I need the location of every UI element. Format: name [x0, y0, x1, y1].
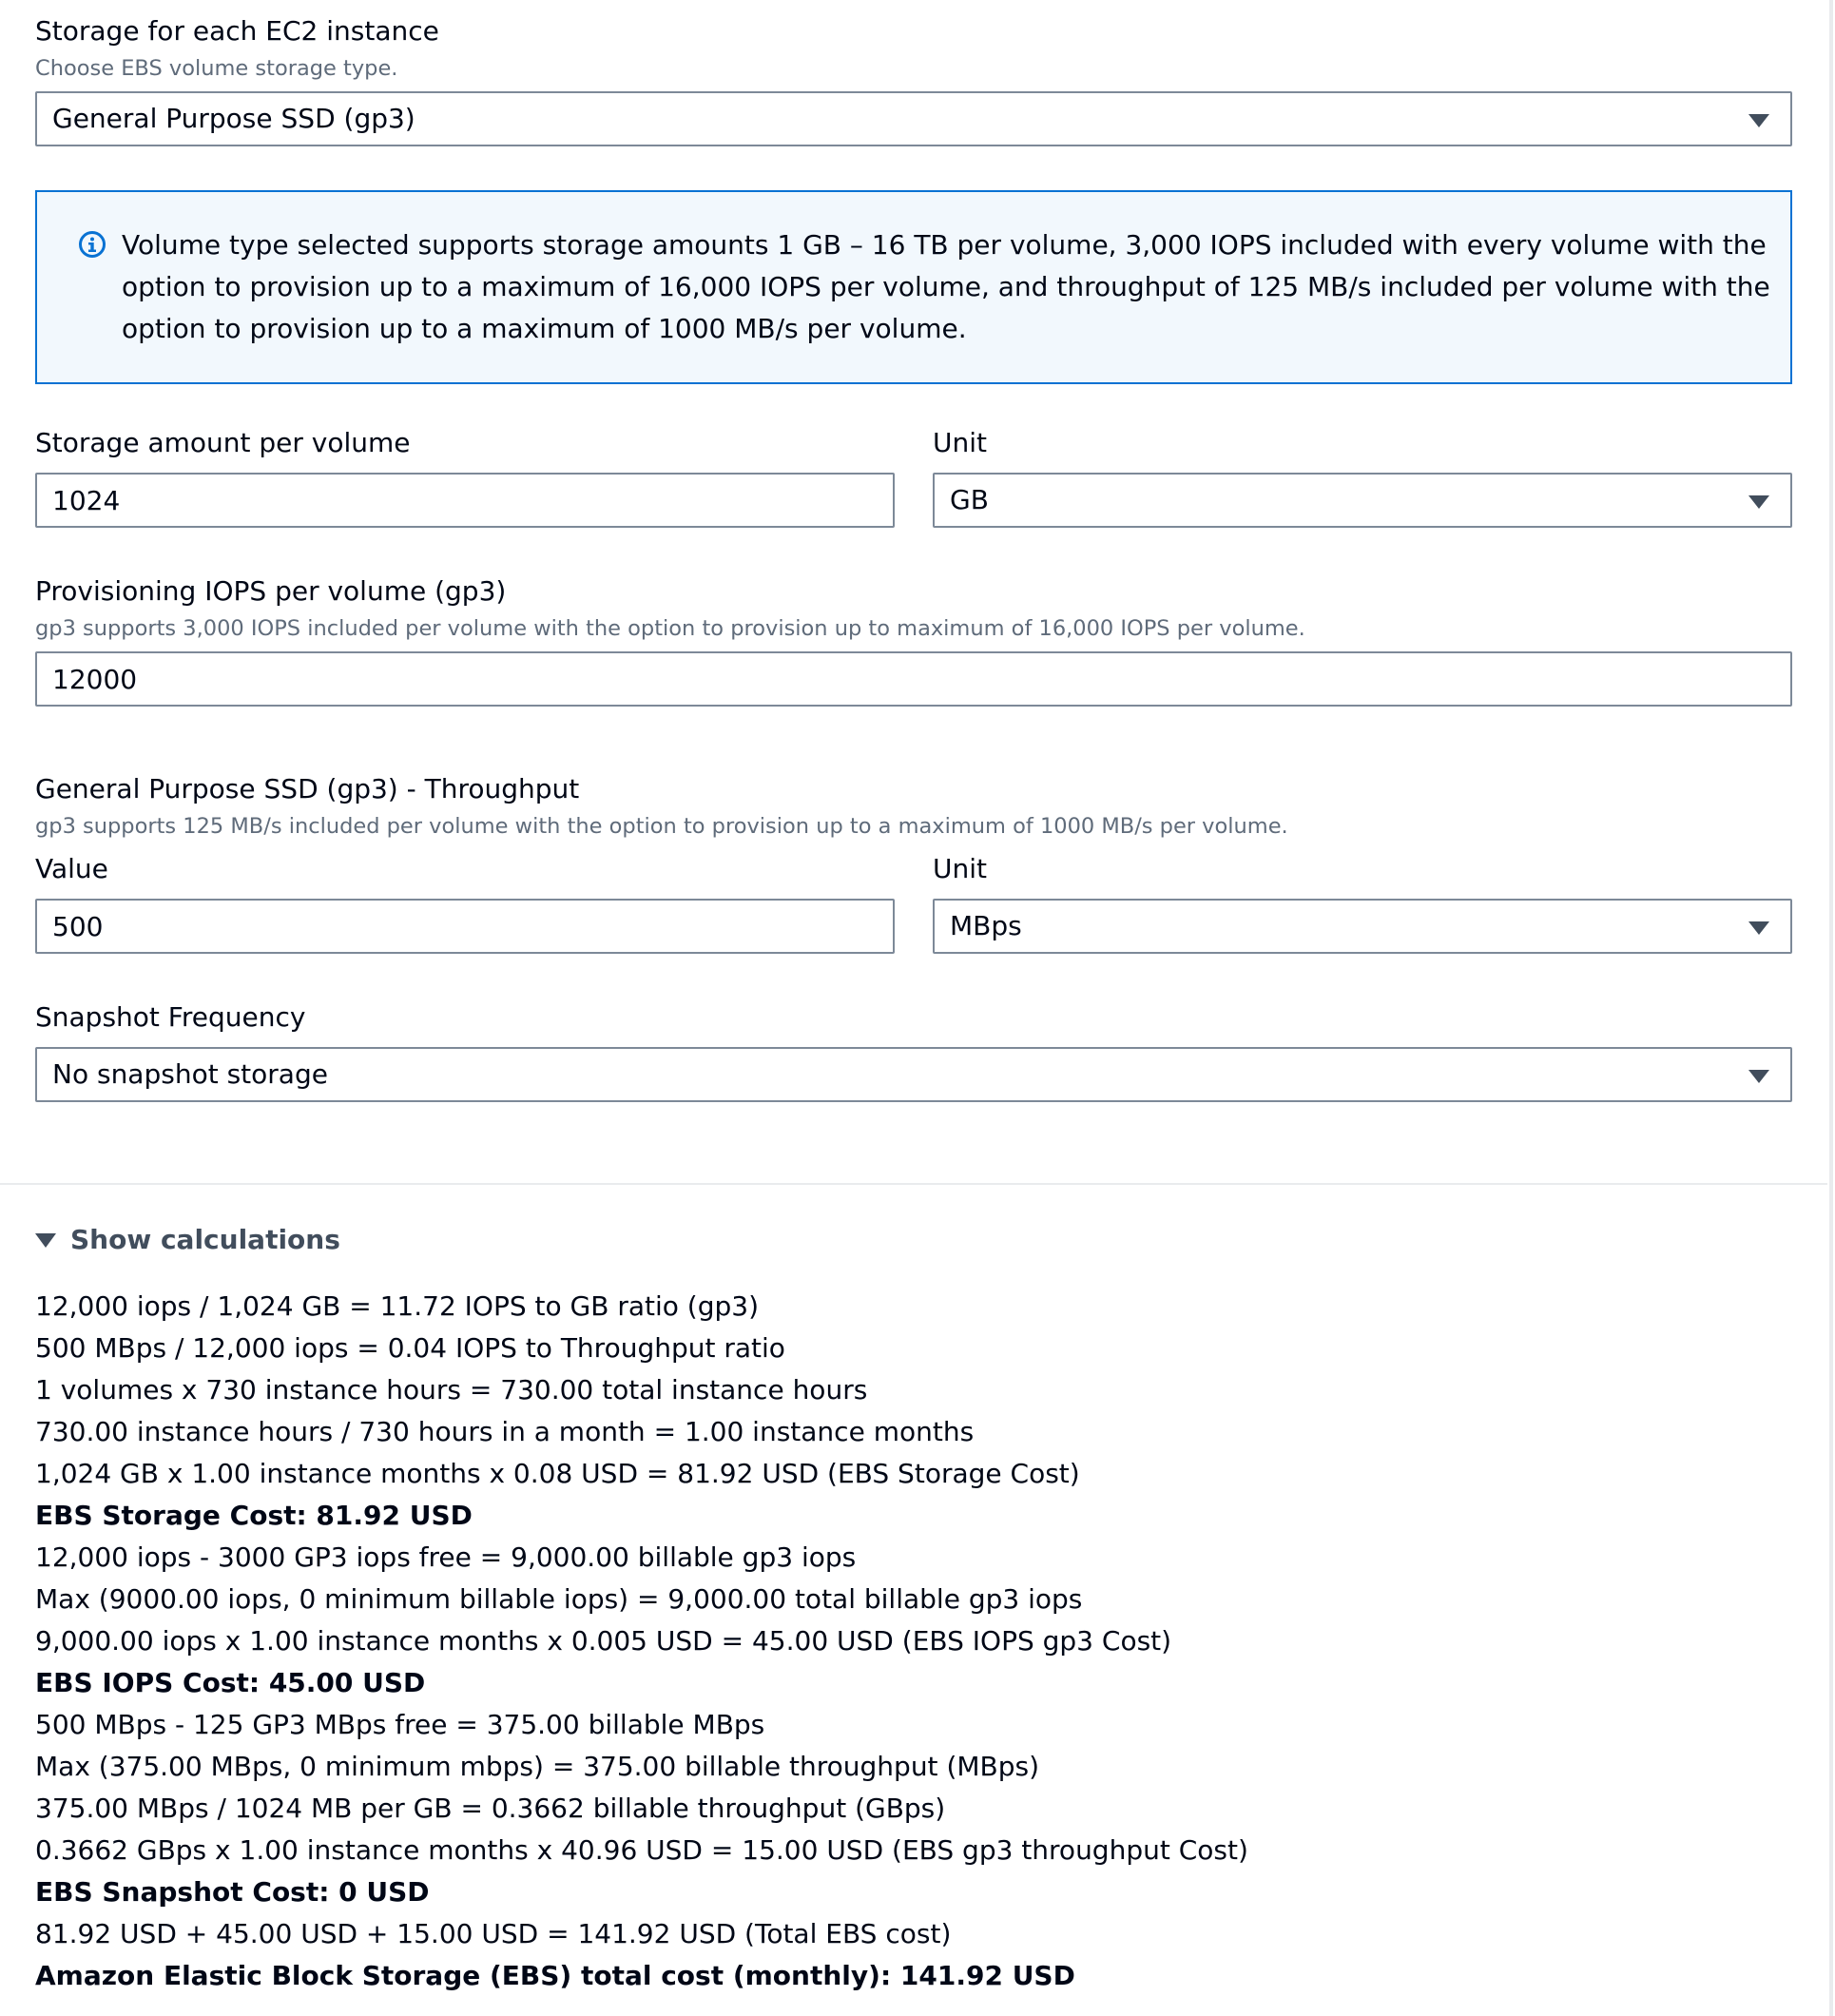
- throughput-label: General Purpose SSD (gp3) - Throughput: [35, 773, 580, 804]
- calculation-line: 730.00 instance hours / 730 hours in a month = 1.00 instance months: [35, 1416, 975, 1447]
- storage-unit-label: Unit: [933, 427, 987, 458]
- storage-type-selected-value: General Purpose SSD (gp3): [52, 103, 415, 134]
- info-alert: [35, 190, 1792, 384]
- iops-description: gp3 supports 3,000 IOPS included per volume with the option to provision up to maximum of 16,000 IOPS per volume.: [35, 616, 1305, 641]
- calculation-line: 0.3662 GBps x 1.00 instance months x 40.96 USD = 15.00 USD (EBS gp3 throughput Cost): [35, 1834, 1248, 1866]
- show-calculations-label: Show calculations: [70, 1224, 340, 1255]
- throughput-unit-label: Unit: [933, 853, 987, 884]
- throughput-unit-select[interactable]: [933, 899, 1792, 954]
- section-divider: [0, 1183, 1827, 1185]
- calculation-line: 12,000 iops - 3000 GP3 iops free = 9,000.00 billable gp3 iops: [35, 1541, 857, 1573]
- iops-input[interactable]: [37, 653, 1790, 705]
- info-circle-icon: [78, 230, 106, 259]
- iops-label: Provisioning IOPS per volume (gp3): [35, 575, 507, 607]
- throughput-description: gp3 supports 125 MB/s included per volume with the option to provision up to a maximum of 1000 MB/s per volume.: [35, 814, 1288, 839]
- calculation-line: 81.92 USD + 45.00 USD + 15.00 USD = 141.92 USD (Total EBS cost): [35, 1918, 952, 1949]
- throughput-value-input-box: [35, 899, 895, 954]
- snapshot-frequency-label: Snapshot Frequency: [35, 1001, 306, 1033]
- calculation-line: 500 MBps / 12,000 iops = 0.04 IOPS to Throughput ratio: [35, 1332, 785, 1364]
- calculation-line: Max (375.00 MBps, 0 minimum mbps) = 375.00 billable throughput (MBps): [35, 1751, 1040, 1782]
- storage-unit-select[interactable]: [933, 473, 1792, 528]
- scrollbar[interactable]: [1829, 0, 1833, 2016]
- info-alert-text: Volume type selected supports storage amounts 1 GB – 16 TB per volume, 3,000 IOPS included with every volume with the option to provision up to a maximum of 16,000 IOPS per volume, and throughput of 125 MB/s included per volume with the option to provision up to a maximum of 1000 MB/s per volume.: [122, 229, 1770, 344]
- storage-amount-label: Storage amount per volume: [35, 427, 411, 458]
- throughput-value-label: Value: [35, 853, 108, 884]
- iops-input-box: [35, 651, 1792, 707]
- calculation-total-line: EBS Storage Cost: 81.92 USD: [35, 1500, 473, 1531]
- throughput-value-input[interactable]: [37, 901, 893, 952]
- storage-type-description: Choose EBS volume storage type.: [35, 56, 398, 81]
- calculation-line: 1 volumes x 730 instance hours = 730.00 total instance hours: [35, 1374, 868, 1405]
- calculation-total-line: Amazon Elastic Block Storage (EBS) total cost (monthly): 141.92 USD: [35, 1960, 1075, 1991]
- storage-type-select[interactable]: [35, 91, 1792, 146]
- snapshot-frequency-select[interactable]: [35, 1047, 1792, 1102]
- caret-down-icon: [1748, 921, 1769, 935]
- storage-amount-input-box: [35, 473, 895, 528]
- caret-down-icon: [1748, 114, 1769, 127]
- calculation-line: 1,024 GB x 1.00 instance months x 0.08 USD = 81.92 USD (EBS Storage Cost): [35, 1458, 1080, 1489]
- calculation-total-line: EBS Snapshot Cost: 0 USD: [35, 1876, 430, 1908]
- caret-down-icon: [35, 1233, 56, 1248]
- throughput-unit-selected-value: MBps: [950, 910, 1022, 941]
- snapshot-frequency-selected-value: No snapshot storage: [52, 1058, 328, 1090]
- calculation-line: 12,000 iops / 1,024 GB = 11.72 IOPS to GB ratio (gp3): [35, 1290, 760, 1322]
- calculation-line: 375.00 MBps / 1024 MB per GB = 0.3662 billable throughput (GBps): [35, 1793, 946, 1824]
- calculation-lines: [35, 1286, 1248, 1997]
- calculation-line: 500 MBps - 125 GP3 MBps free = 375.00 billable MBps: [35, 1709, 765, 1740]
- storage-amount-input[interactable]: [37, 475, 893, 526]
- calculation-line: Max (9000.00 iops, 0 minimum billable iops) = 9,000.00 total billable gp3 iops: [35, 1583, 1083, 1615]
- caret-down-icon: [1748, 1070, 1769, 1083]
- storage-type-label: Storage for each EC2 instance: [35, 15, 439, 47]
- calculation-line: 9,000.00 iops x 1.00 instance months x 0.005 USD = 45.00 USD (EBS IOPS gp3 Cost): [35, 1625, 1172, 1657]
- calculation-total-line: EBS IOPS Cost: 45.00 USD: [35, 1667, 426, 1698]
- caret-down-icon: [1748, 495, 1769, 509]
- storage-unit-selected-value: GB: [950, 484, 989, 515]
